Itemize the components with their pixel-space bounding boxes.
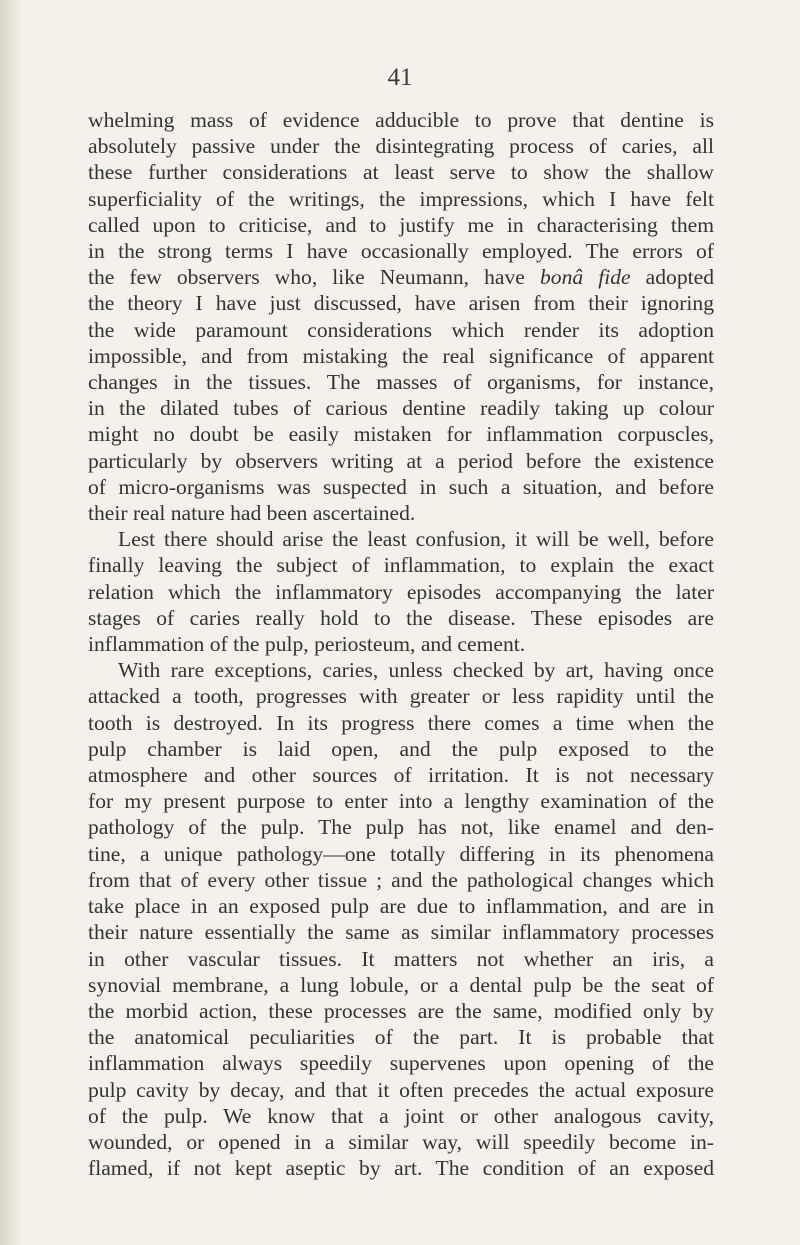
text-line: the morbid action, these processes are the same, modified only by (88, 998, 714, 1023)
page-edge-shadow (0, 0, 22, 1245)
text-line: of the pulp. We know that a joint or other analogous cavity, (88, 1103, 714, 1128)
text-line: relation which the inflammatory episodes accompanying the later (88, 579, 714, 604)
text-line: in the dilated tubes of carious dentine readily taking up colour (88, 396, 714, 421)
text-line: finally leaving the subject of inflammation, to explain the exact (88, 553, 714, 578)
text-line: the wide paramount considerations which render its adoption (88, 317, 714, 342)
text-line: for my present purpose to enter into a lengthy examination of the (88, 789, 714, 814)
text-line: whelming mass of evidence adducible to prove that dentine is (88, 108, 714, 132)
text-line: pulp chamber is laid open, and the pulp exposed to the (88, 736, 714, 761)
text-line: tooth is destroyed. In its progress there comes a time when the (88, 710, 714, 735)
text-line: absolutely passive under the disintegrating process of caries, all (88, 134, 714, 159)
text-line: tine, a unique pathology—one totally differing in its phenomena (88, 841, 714, 866)
text-line: particularly by observers writing at a period before the existence (88, 448, 714, 473)
text-line: might no doubt be easily mistaken for inflammation corpuscles, (88, 422, 714, 447)
text-line: of micro-organisms was suspected in such a situation, and before (88, 474, 714, 499)
text-line: their real nature had been ascertained. (88, 501, 416, 526)
text-line: from that of every other tissue ; and the pathological changes which (88, 867, 714, 892)
text-line: changes in the tissues. The masses of organisms, for instance, (88, 370, 714, 395)
text-line: superficiality of the writings, the impressions, which I have felt (88, 186, 714, 211)
text-line: inflammation of the pulp, periosteum, and cement. (88, 632, 526, 657)
text-fragment: adopted (645, 265, 715, 290)
text-line-with-italic (88, 264, 714, 290)
text-line: the anatomical peculiarities of the part. It is probable that (88, 1025, 714, 1050)
text-line: the theory I have just discussed, have arisen from their ignoring (88, 291, 714, 316)
body-text (88, 107, 714, 1181)
text-line: Lest there should arise the least confusion, it will be well, before (118, 527, 714, 552)
text-line: flamed, if not kept aseptic by art. The condition of an exposed (88, 1156, 714, 1181)
text-line: wounded, or opened in a similar way, will speedily become in- (88, 1129, 714, 1154)
page-number: 41 (387, 64, 413, 91)
text-line: inflammation always speedily supervenes upon opening of the (88, 1051, 714, 1076)
text-line: in the strong terms I have occasionally employed. The errors of (88, 239, 714, 264)
text-line: pulp cavity by decay, and that it often precedes the actual exposure (88, 1077, 714, 1102)
text-line: synovial membrane, a lung lobule, or a dental pulp be the seat of (88, 972, 714, 997)
text-line: take place in an exposed pulp are due to inflammation, and are in (88, 894, 714, 919)
text-fragment: the few observers who, like Neumann, have (88, 265, 525, 290)
italic-phrase: bonâ fide (539, 265, 631, 290)
text-line: called upon to criticise, and to justify me in characterising them (88, 212, 714, 237)
text-line: impossible, and from mistaking the real significance of apparent (88, 343, 714, 368)
text-line: these further considerations at least serve to show the shallow (88, 160, 714, 185)
text-line: their nature essentially the same as similar inflammatory processes (88, 920, 714, 945)
text-line: atmosphere and other sources of irritation. It is not necessary (88, 763, 714, 788)
text-line: stages of caries really hold to the disease. These episodes are (88, 605, 714, 630)
text-line: pathology of the pulp. The pulp has not, like enamel and den- (88, 815, 714, 840)
text-line: in other vascular tissues. It matters not whether an iris, a (88, 946, 714, 971)
text-line: With rare exceptions, caries, unless checked by art, having once (118, 658, 714, 683)
text-line: attacked a tooth, progresses with greater or less rapidity until the (88, 684, 714, 709)
